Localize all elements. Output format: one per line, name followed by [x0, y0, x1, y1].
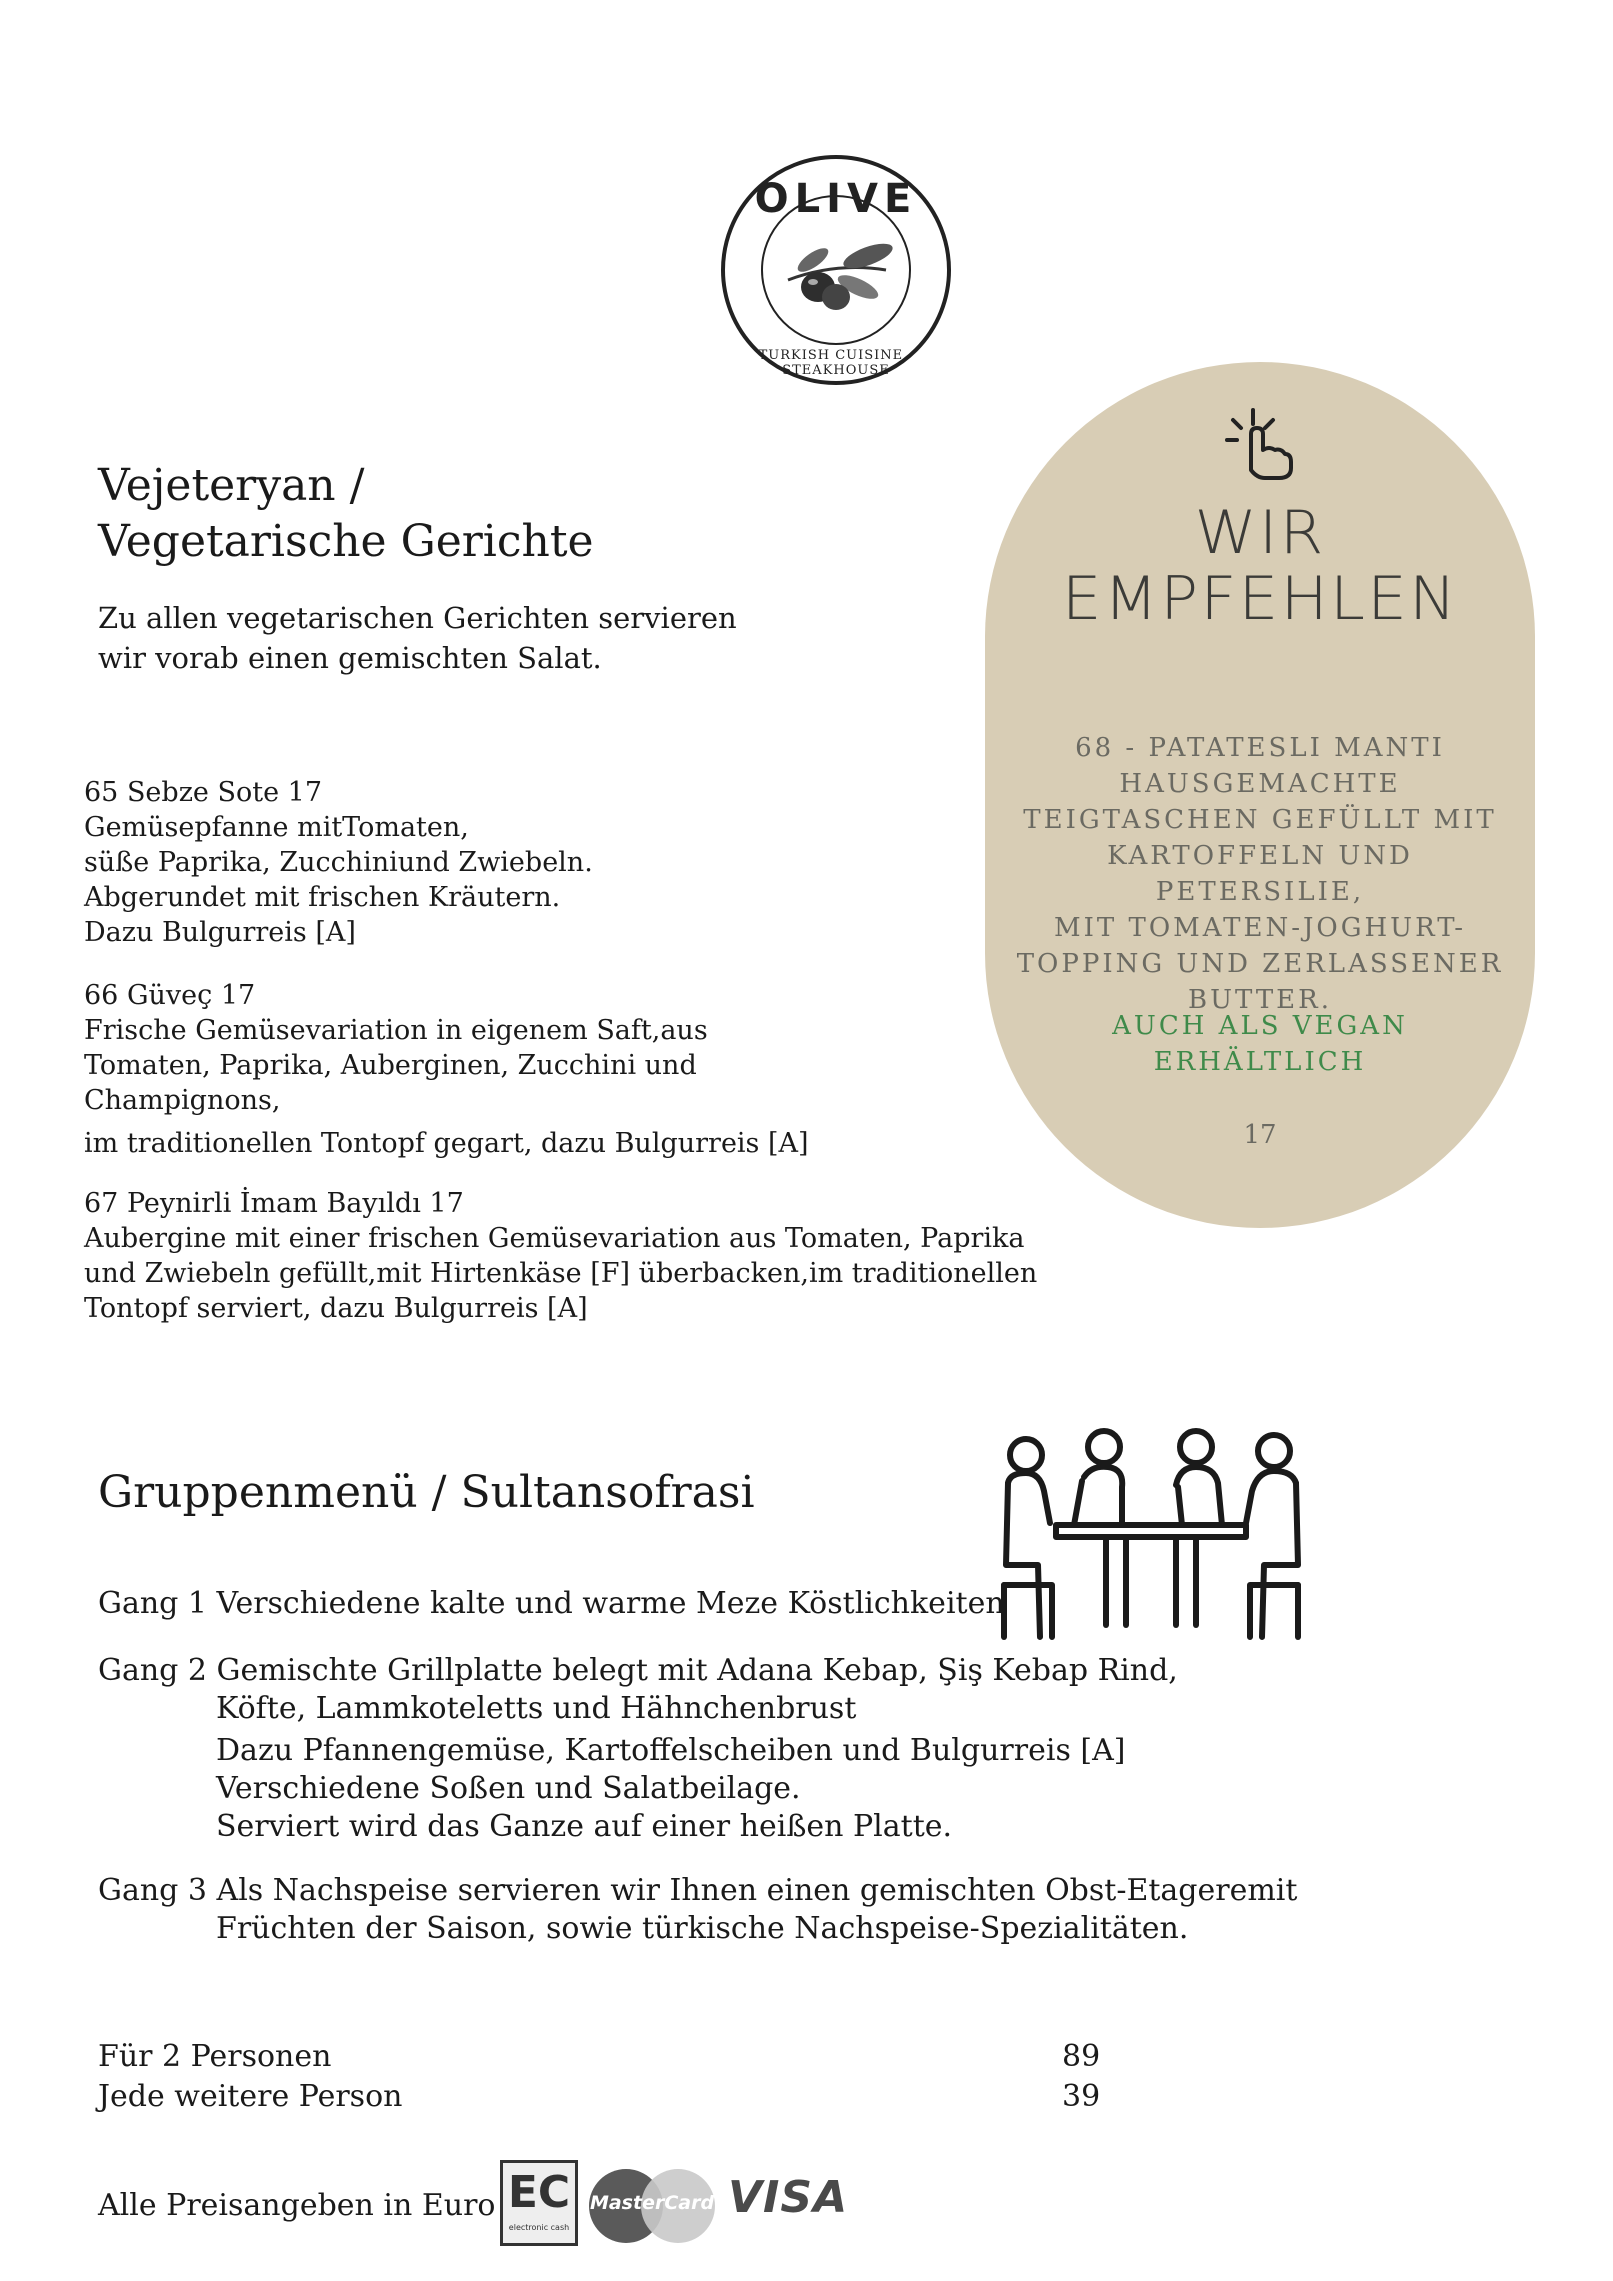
logo-ring-text: TURKISH CUISINE · STEAKHOUSE — [758, 348, 914, 378]
recommendation-title-line1: WIR — [1194, 498, 1326, 568]
group-menu-title: Gruppenmenü / Sultansofrasi — [98, 1467, 755, 1518]
ec-sub: electronic cash — [508, 2223, 570, 2232]
dish-desc-line: Champignons, — [84, 1085, 281, 1116]
vegetarian-section — [98, 458, 594, 570]
dish-desc-line: Tomaten, Paprika, Auberginen, Zucchini und — [84, 1050, 697, 1081]
vegan-note-line: ERHÄLTLICH — [1153, 1047, 1367, 1077]
recommendation-title — [971, 500, 1549, 632]
vegetarian-intro — [98, 598, 737, 678]
gang-line: Gang 2 Gemischte Grillplatte belegt mit Adana Kebap, Şiş Kebap Rind, — [98, 1653, 1178, 1688]
dish-65 — [84, 775, 593, 950]
dish-66 — [84, 978, 809, 1161]
recommendation-desc-line: HAUSGEMACHTE — [1119, 769, 1401, 799]
restaurant-logo — [718, 152, 954, 388]
dish-desc-line: und Zwiebeln gefüllt,mit Hirtenkäse [F] überbacken,im traditionellen — [84, 1258, 1038, 1289]
gang-line: Köfte, Lammkoteletts und Hähnchenbrust — [216, 1691, 857, 1726]
recommendation-desc-line: 68 - PATATESLI MANTI — [1075, 733, 1445, 763]
recommendation-desc-line: TOPPING UND ZERLASSENER — [1016, 949, 1504, 979]
recommendation-desc-line: MIT TOMATEN-JOGHURT- — [1054, 913, 1466, 943]
dish-desc-line: Abgerundet mit frischen Kräutern. — [84, 882, 561, 913]
gang-line: Gang 3 Als Nachspeise servieren wir Ihnen einen gemischten Obst-Etageremit — [98, 1873, 1298, 1908]
intro-line: wir vorab einen gemischten Salat. — [98, 641, 602, 675]
recommendation-panel — [985, 362, 1535, 1228]
intro-line: Zu allen vegetarischen Gerichten servieren — [98, 601, 737, 635]
dish-desc-line: Aubergine mit einer frischen Gemüsevariation aus Tomaten, Paprika — [84, 1223, 1025, 1254]
vegetarian-title-line2: Vegetarische Gerichte — [98, 516, 594, 567]
currency-note: Alle Preisangeben in Euro — [98, 2188, 496, 2223]
recommendation-desc-line: TEIGTASCHEN GEFÜLLT MIT — [1023, 805, 1497, 835]
vegetarian-title-line1: Vejeteryan / — [98, 460, 365, 511]
gang-2 — [98, 1652, 1178, 1846]
vegan-note-line: AUCH ALS VEGAN — [1112, 1011, 1408, 1041]
dish-header: 66 Güveç 17 — [84, 980, 256, 1011]
mastercard-icon — [584, 2168, 720, 2244]
dish-desc-line: im traditionellen Tontopf gegart, dazu Bulgurreis [A] — [84, 1128, 809, 1159]
dish-desc-line: Frische Gemüsevariation in eigenem Saft,aus — [84, 1015, 708, 1046]
payment-methods — [500, 2158, 850, 2248]
ec-card-icon — [500, 2160, 578, 2246]
recommendation-description — [1015, 730, 1505, 1018]
dish-desc-line: Dazu Bulgurreis [A] — [84, 917, 356, 948]
gang-line: Verschiedene Soßen und Salatbeilage. — [216, 1771, 801, 1806]
gang-line: Früchten der Saison, sowie türkische Nachspeise-Spezialitäten. — [216, 1911, 1189, 1946]
gang-line: Dazu Pfannengemüse, Kartoffelscheiben und Bulgurreis [A] — [216, 1733, 1126, 1768]
logo-brand: OLIVE — [754, 176, 918, 222]
dish-67 — [84, 1186, 1037, 1326]
gang-1 — [98, 1585, 1005, 1623]
gang-line: Serviert wird das Ganze auf einer heißen Platte. — [216, 1809, 953, 1844]
price-label-extra-person: Jede weitere Person — [98, 2079, 403, 2114]
dish-desc-line: süße Paprika, Zucchiniund Zwiebeln. — [84, 847, 593, 878]
dish-desc-line: Gemüsepfanne mitTomaten, — [84, 812, 469, 843]
recommendation-price: 17 — [1243, 1120, 1277, 1150]
dish-desc-line: Tontopf serviert, dazu Bulgurreis [A] — [84, 1293, 588, 1324]
mastercard-label: MasterCard — [589, 2192, 715, 2214]
vegan-note — [1015, 1008, 1505, 1080]
price-value-2-persons: 89 — [1062, 2039, 1101, 2074]
dish-header: 67 Peynirli İmam Bayıldı 17 — [84, 1188, 464, 1219]
gang-3 — [98, 1872, 1297, 1948]
price-label-2-persons: Für 2 Personen — [98, 2039, 332, 2074]
ec-label: EC — [507, 2167, 571, 2218]
dish-header: 65 Sebze Sote 17 — [84, 777, 323, 808]
recommendation-desc-line: KARTOFFELN UND PETERSILIE, — [1107, 841, 1413, 907]
recommendation-desc-line: BUTTER. — [1187, 985, 1332, 1015]
people-at-table-icon — [996, 1425, 1306, 1645]
pointing-hand-icon — [1221, 402, 1301, 482]
gang-line: Gang 1 Verschiedene kalte und warme Meze Köstlichkeiten — [98, 1586, 1005, 1621]
recommendation-title-line2: EMPFEHLEN — [1061, 564, 1459, 634]
visa-label: VISA — [728, 2172, 849, 2223]
group-menu-title-wrap — [98, 1465, 755, 1521]
price-value-extra-person: 39 — [1062, 2079, 1101, 2114]
